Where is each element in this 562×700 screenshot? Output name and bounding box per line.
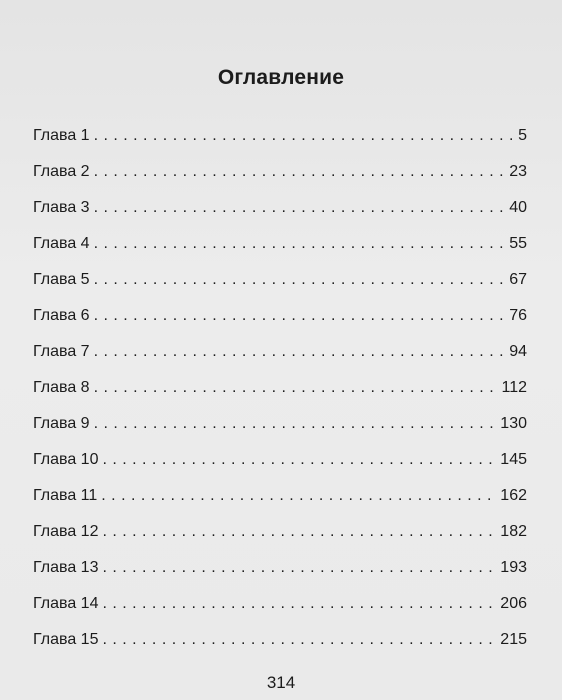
dot-leader — [94, 234, 506, 254]
chapter-label: Глава 3 — [33, 199, 90, 216]
dot-leader — [94, 126, 515, 146]
toc-entry — [33, 192, 527, 218]
chapter-page-number: 40 — [509, 199, 527, 216]
chapter-page-number: 162 — [500, 487, 527, 504]
dot-leader — [94, 270, 506, 290]
chapter-page-number: 67 — [509, 271, 527, 288]
dot-leader — [102, 630, 496, 650]
chapter-page-number: 112 — [501, 379, 527, 396]
chapter-label: Глава 5 — [33, 271, 90, 288]
toc-entry — [33, 228, 527, 254]
chapter-label: Глава 4 — [33, 235, 90, 252]
chapter-page-number: 215 — [500, 631, 527, 648]
chapter-label: Глава 11 — [33, 487, 98, 504]
toc-entry — [33, 336, 527, 362]
chapter-label: Глава 9 — [33, 415, 90, 432]
toc-entry — [33, 480, 527, 506]
toc-entry — [33, 300, 527, 326]
dot-leader — [94, 378, 498, 398]
chapter-page-number: 130 — [500, 415, 527, 432]
dot-leader — [94, 414, 497, 434]
chapter-label: Глава 1 — [33, 127, 90, 144]
toc-entry — [33, 120, 527, 146]
toc-entry — [33, 264, 527, 290]
chapter-page-number: 193 — [500, 559, 527, 576]
chapter-label: Глава 7 — [33, 343, 90, 360]
chapter-label: Глава 14 — [33, 595, 99, 612]
toc-title: Оглавление — [217, 66, 345, 89]
chapter-label: Глава 2 — [33, 163, 90, 180]
chapter-label: Глава 8 — [33, 379, 90, 396]
dot-leader — [94, 162, 506, 182]
page-number: 314 — [266, 673, 296, 692]
chapter-label: Глава 15 — [33, 631, 99, 648]
dot-leader — [102, 522, 496, 542]
dot-leader — [94, 198, 506, 218]
dot-leader — [101, 486, 496, 506]
toc-entry — [33, 408, 527, 434]
dot-leader — [94, 306, 506, 326]
chapter-page-number: 94 — [509, 343, 527, 360]
toc-entry — [33, 156, 527, 182]
chapter-page-number: 55 — [509, 235, 527, 252]
dot-leader — [102, 558, 496, 578]
toc-entry — [33, 516, 527, 542]
chapter-page-number: 76 — [509, 307, 527, 324]
chapter-page-number: 145 — [500, 451, 527, 468]
toc-entry — [33, 624, 527, 650]
dot-leader — [102, 594, 496, 614]
chapter-label: Глава 6 — [33, 307, 90, 324]
chapter-page-number: 182 — [500, 523, 527, 540]
dot-leader — [94, 342, 506, 362]
chapter-page-number: 206 — [500, 595, 527, 612]
chapter-label: Глава 10 — [33, 451, 99, 468]
toc-entry — [33, 444, 527, 470]
chapter-label: Глава 12 — [33, 523, 99, 540]
toc-entry — [33, 552, 527, 578]
chapter-label: Глава 13 — [33, 559, 99, 576]
toc-entry — [33, 588, 527, 614]
toc-entry — [33, 372, 527, 398]
chapter-page-number: 5 — [518, 127, 527, 144]
dot-leader — [102, 450, 496, 470]
chapter-page-number: 23 — [509, 163, 527, 180]
